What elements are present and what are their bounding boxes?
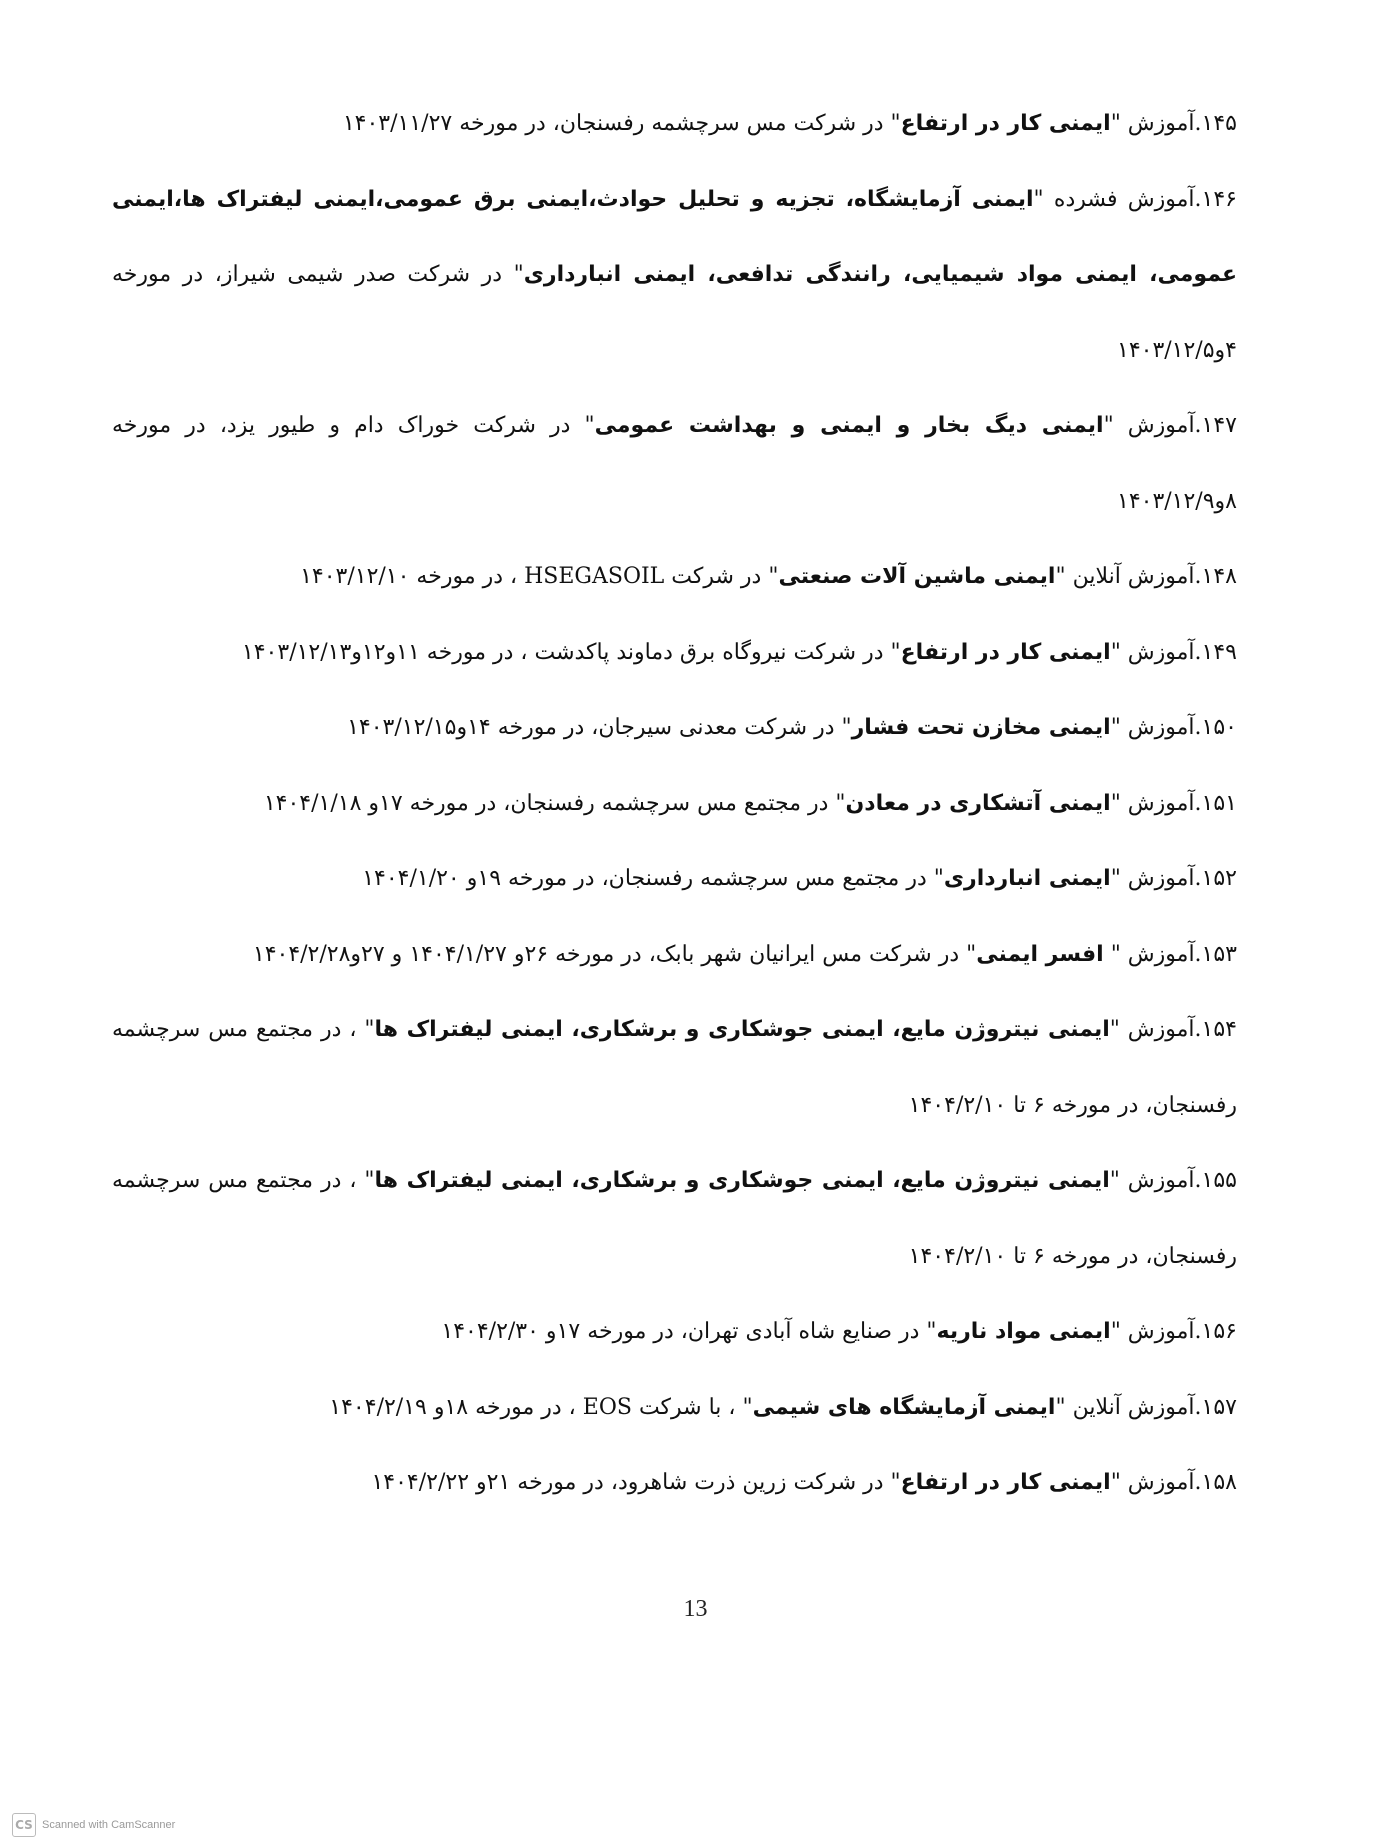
item-prefix: .آموزش آنلاین " (1055, 564, 1202, 589)
item-prefix: .آموزش " (1103, 413, 1202, 438)
item-title: ایمنی مخازن تحت فشار (851, 715, 1111, 740)
scanner-watermark (12, 1813, 175, 1837)
item-prefix: .آموزش " (1109, 1017, 1202, 1042)
list-item (112, 388, 1237, 539)
item-number: ۱۵۶ (1201, 1319, 1237, 1344)
item-title: ایمنی کار در ارتفاع (900, 111, 1111, 136)
item-title: ایمنی دیگ بخار و ایمنی و بهداشت عمومی (594, 413, 1104, 438)
list-item (112, 766, 1237, 842)
item-number: ۱۵۱ (1201, 790, 1237, 816)
item-details: " در مجتمع مس سرچشمه رفسنجان، در مورخه ۱۷و ۱۴۰۴/۱/۱۸ (263, 790, 846, 816)
item-number: ۱۴۷ (1201, 413, 1237, 438)
list-item (112, 539, 1237, 615)
item-number: ۱۵۰ (1201, 715, 1237, 740)
item-number: ۱۴۹ (1201, 639, 1237, 665)
item-title: افسر ایمنی (976, 941, 1104, 967)
page-number: 13 (683, 1596, 708, 1622)
list-item (112, 841, 1237, 917)
item-prefix: .آموزش " (1109, 1168, 1202, 1193)
list-item (112, 86, 1237, 162)
item-details: " در صنایع شاه آبادی تهران، در مورخه ۱۷و ۱۴۰۴/۲/۳۰ (441, 1319, 937, 1344)
item-title: ایمنی کار در ارتفاع (900, 1470, 1111, 1495)
list-item (112, 690, 1237, 766)
item-prefix: .آموزش " (1110, 1470, 1202, 1495)
item-number: ۱۴۸ (1201, 564, 1237, 589)
item-title: ایمنی آزمایشگاه، تجزیه و تحلیل حوادث،ایمنی برق عمومی،ایمنی لیفتراک ها،ایمنی عمومی، ایمنی مواد شیمیایی، رانندگی تدافعی، ایمنی انبارداری (112, 186, 1237, 287)
item-title: ایمنی کار در ارتفاع (900, 639, 1111, 665)
training-list (112, 86, 1237, 1521)
watermark-text: Scanned with CamScanner (42, 1819, 176, 1831)
item-details: " در شرکت نیروگاه برق دماوند پاکدشت ، در مورخه ۱۱و۱۲و۱۴۰۳/۱۲/۱۳ (241, 639, 901, 665)
list-item (112, 1445, 1237, 1521)
list-item (112, 615, 1237, 691)
item-prefix: .آموزش " (1110, 866, 1202, 891)
item-number: ۱۵۳ (1201, 941, 1237, 967)
item-details: " در شرکت مس سرچشمه رفسنجان، در مورخه ۱۴۰۳/۱۱/۲۷ (342, 111, 901, 136)
item-title: ایمنی انبارداری (943, 866, 1111, 891)
item-number: ۱۵۲ (1201, 866, 1237, 891)
item-prefix: .آموزش فشرده " (1033, 186, 1202, 212)
item-title: ایمنی ماشین آلات صنعتی (778, 564, 1056, 589)
item-details: " در شرکت HSEGASOIL ، در مورخه ۱۴۰۳/۱۲/۱۰ (300, 564, 779, 589)
item-prefix: .آموزش " (1110, 715, 1202, 740)
list-item (112, 1370, 1237, 1446)
item-prefix: .آموزش " (1110, 1319, 1202, 1344)
list-item (112, 992, 1237, 1143)
item-details: " ، با شرکت EOS ، در مورخه ۱۸و ۱۴۰۴/۲/۱۹ (329, 1394, 753, 1420)
camscanner-logo-icon: CS (12, 1813, 36, 1837)
item-details: " در مجتمع مس سرچشمه رفسنجان، در مورخه ۱۹و ۱۴۰۴/۱/۲۰ (362, 866, 944, 891)
item-details: " در شرکت مس ایرانیان شهر بابک، در مورخه ۲۶و ۱۴۰۴/۱/۲۷ و ۲۷و۱۴۰۴/۲/۲۸ (252, 941, 977, 967)
item-number: ۱۴۵ (1201, 111, 1237, 136)
item-details: " ، در مجتمع مس سرچشمه رفسنجان، در مورخه ۶ تا ۱۴۰۴/۲/۱۰ (112, 1168, 1237, 1269)
item-details: " در شرکت خوراک دام و طیور یزد، در مورخه ۸و۱۴۰۳/۱۲/۹ (112, 413, 1237, 514)
item-number: ۱۵۷ (1201, 1394, 1237, 1420)
item-prefix: .آموزش " (1103, 941, 1202, 967)
item-details: " در شرکت زرین ذرت شاهرود، در مورخه ۲۱و ۱۴۰۴/۲/۲۲ (371, 1470, 901, 1495)
item-number: ۱۵۵ (1201, 1168, 1237, 1193)
item-details: " در شرکت معدنی سیرجان، در مورخه ۱۴و۱۴۰۳/۱۲/۱۵ (347, 715, 852, 740)
item-number: ۱۴۶ (1201, 186, 1237, 212)
item-details: " ، در مجتمع مس سرچشمه رفسنجان، در مورخه ۶ تا ۱۴۰۴/۲/۱۰ (112, 1017, 1237, 1118)
item-prefix: .آموزش آنلاین " (1055, 1394, 1202, 1420)
item-prefix: .آموزش " (1110, 111, 1202, 136)
list-item (112, 917, 1237, 993)
item-title: ایمنی مواد ناریه (936, 1319, 1111, 1344)
item-number: ۱۵۴ (1201, 1017, 1237, 1042)
list-item (112, 162, 1237, 389)
item-prefix: .آموزش " (1110, 639, 1202, 665)
item-title: ایمنی آتشکاری در معادن (845, 790, 1111, 816)
item-prefix: .آموزش " (1110, 790, 1202, 816)
list-item (112, 1143, 1237, 1294)
item-title: ایمنی نیتروژن مایع، ایمنی جوشکاری و برشکاری، ایمنی لیفتراک ها (374, 1168, 1110, 1193)
item-title: ایمنی نیتروژن مایع، ایمنی جوشکاری و برشکاری، ایمنی لیفتراک ها (374, 1017, 1110, 1042)
list-item (112, 1294, 1237, 1370)
item-title: ایمنی آزمایشگاه های شیمی (752, 1394, 1056, 1420)
item-details: " در شرکت صدر شیمی شیراز، در مورخه ۴و۱۴۰۳/۱۲/۵ (112, 262, 1237, 363)
item-number: ۱۵۸ (1201, 1470, 1237, 1495)
